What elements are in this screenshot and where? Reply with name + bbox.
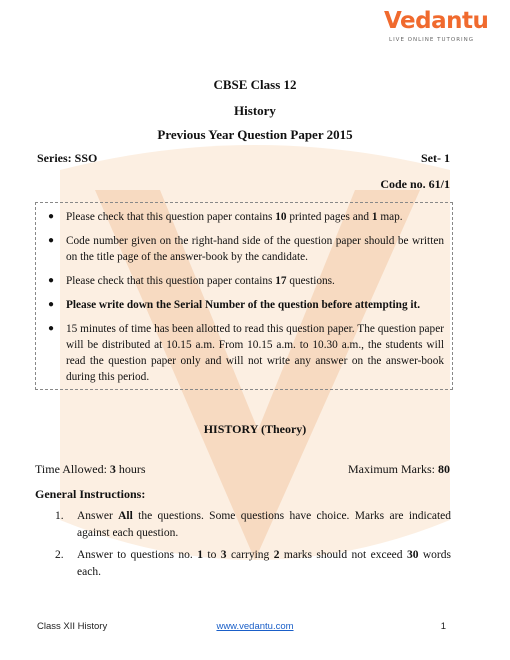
checklist-item: ● 15 minutes of time has been allotted to read this question paper. The question paper will be distributed at 10.15 a.m. From 10.15 a.m. to 10.30 a.m., the students will read the question paper only and will not write any answer on the answer-book during this period. [48, 323, 444, 383]
paper-title-line1: CBSE Class 12 [213, 77, 297, 92]
paper-title-line2: History [234, 103, 276, 118]
candidate-checklist-box [35, 202, 453, 390]
general-instructions-heading: General Instructions: [35, 487, 146, 501]
section-title: HISTORY (Theory) [203, 422, 307, 436]
page-number: 1 [440, 621, 446, 632]
bullet-icon: ● [48, 299, 55, 310]
footer-website-link[interactable]: www.vedantu.com [216, 621, 294, 632]
checklist-item: ● Please write down the Serial Number of the question before attempting it. [48, 299, 421, 311]
logo-wordmark: Vedantu [384, 8, 489, 34]
footer-class-label: Class XII History [37, 621, 108, 632]
code-number: Code no. 61/1 [380, 177, 450, 191]
checklist-item: ● Please check that this question paper contains 17 questions. [48, 275, 335, 287]
instruction-item: 1. Answer All the questions. Some questions have choice. Marks are indicated against each question. [55, 510, 451, 539]
paper-title-line3: Previous Year Question Paper 2015 [157, 127, 353, 142]
maximum-marks: Maximum Marks: 80 [348, 462, 450, 476]
bullet-icon: ● [48, 323, 55, 334]
time-allowed: Time Allowed: 3 hours [35, 462, 146, 476]
instruction-item: 2. Answer to questions no. 1 to 3 carrying 2 marks should not exceed 30 words each. [55, 549, 451, 578]
bullet-icon: ● [48, 211, 55, 222]
series-label: Series: SSO [37, 151, 98, 165]
checklist-item: ● Code number given on the right-hand side of the question paper should be written on the title page of the answer-book by the candidate. [48, 235, 444, 263]
checklist-item: ● Please check that this question paper contains 10 printed pages and 1 map. [48, 211, 403, 223]
bullet-icon: ● [48, 235, 55, 246]
logo-tagline: LIVE ONLINE TUTORING [389, 37, 475, 43]
bullet-icon: ● [48, 275, 55, 286]
set-label: Set- 1 [421, 151, 450, 165]
vedantu-logo [384, 8, 500, 48]
